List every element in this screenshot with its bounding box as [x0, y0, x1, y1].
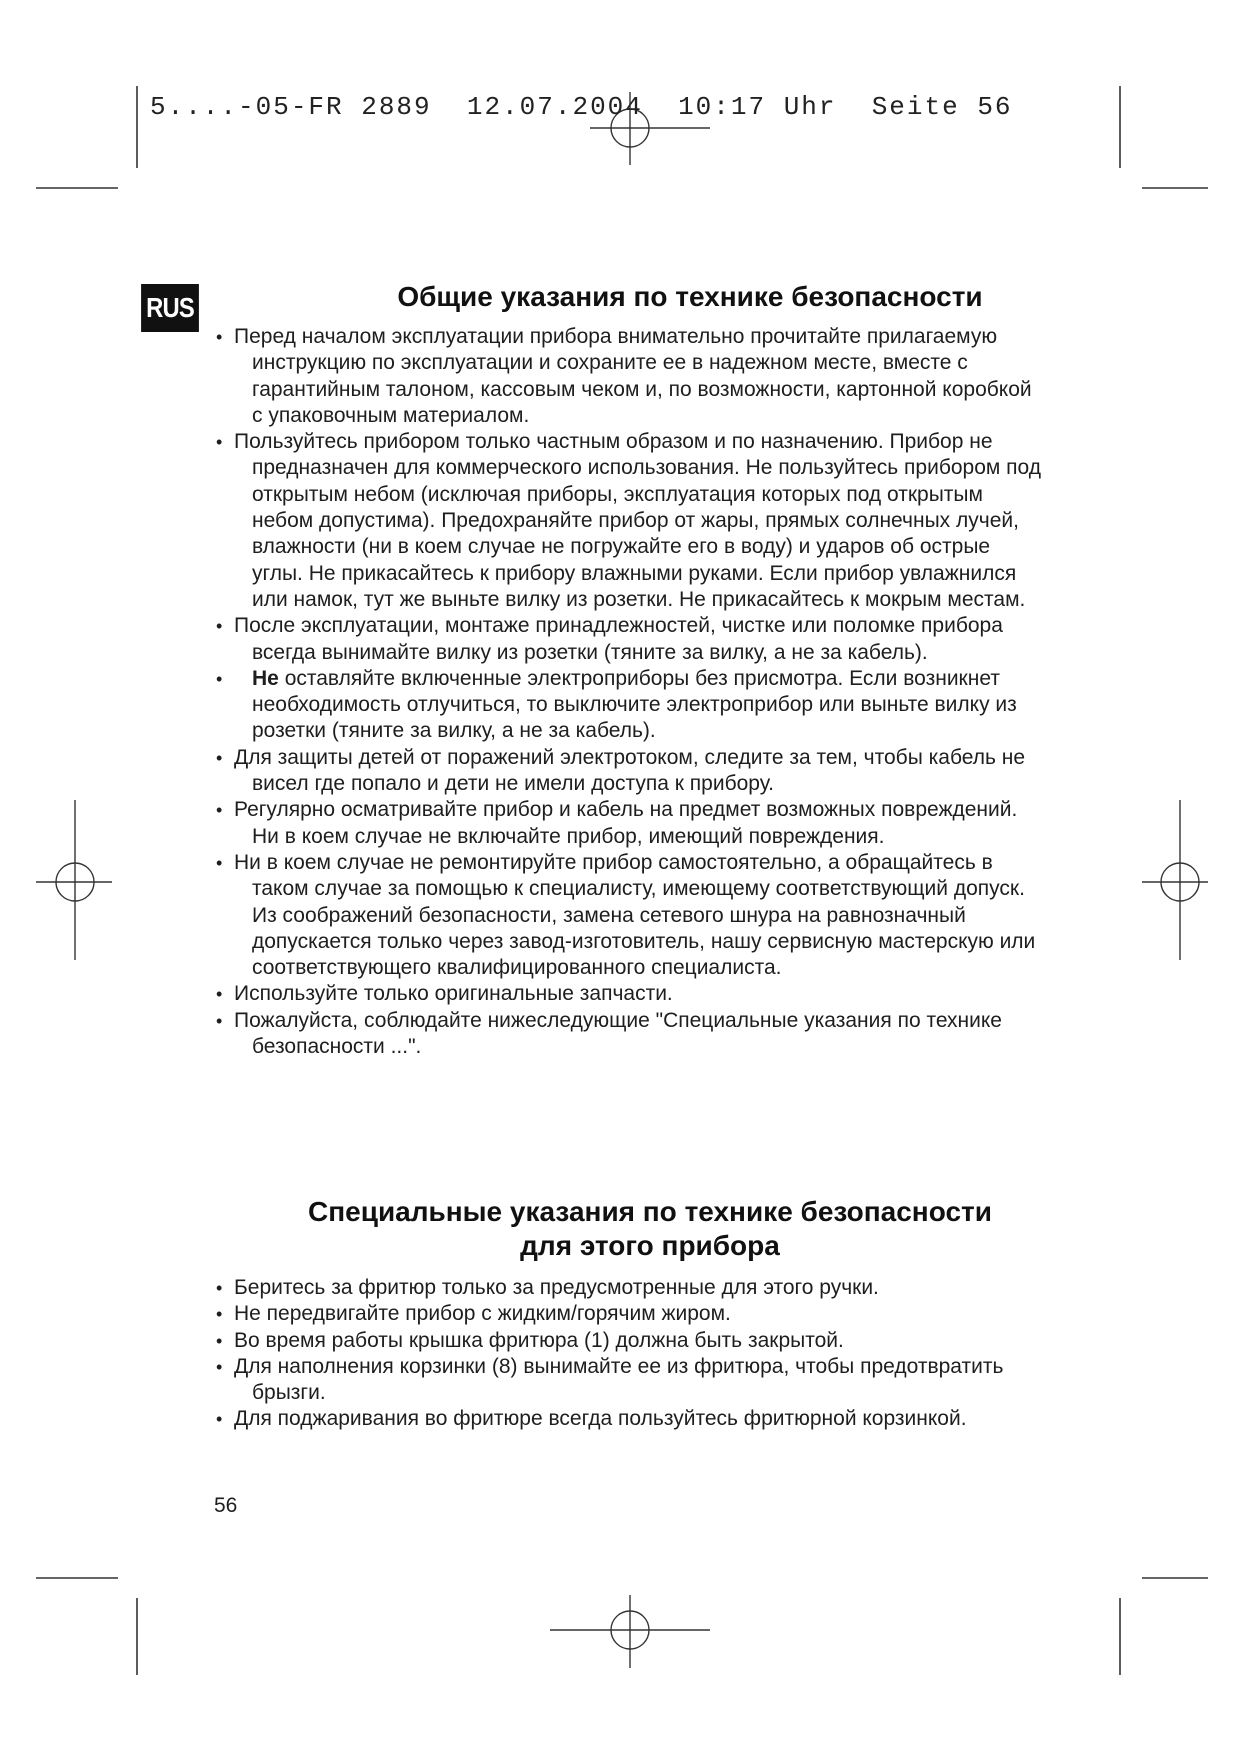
list-item: • Для защиты детей от поражений электротоком, следите за тем, чтобы кабель не висел где попало и дети не имели доступа к прибору. [216, 745, 1046, 798]
list-item: • Регулярно осматривайте прибор и кабель на предмет возможных повреждений. Ни в коем случае не включайте прибор, имеющий повреждения. [216, 797, 1046, 850]
list-item: • Для наполнения корзинки (8) вынимайте ее из фритюра, чтобы предотвратить брызги. [216, 1354, 1046, 1407]
language-badge: RUS [141, 284, 199, 332]
special-safety-list [216, 1275, 1046, 1433]
list-item: • Пользуйтесь прибором только частным образом и по назначению. Прибор не предназначен для коммерческого использования. Не пользуйтесь прибором под открытым небом (исключая приборы, эксплуатация которых под открытым небом допустима). Предохраняйте прибор от жары, прямых солнечных лучей, влажности (ни в коем случае не погружайте его в воду) и ударов об острые углы. Не прикасайтесь к прибору влажными руками. Если прибор увлажнился или намок, тут же выньте вилку из розетки. Не прикасайтесь к мокрым местам. [216, 429, 1046, 613]
list-item: • Ни в коем случае не ремонтируйте прибор самостоятельно, а обращайтесь в таком случае за помощью к специалисту, имеющему соответствующий допуск. Из соображений безопасности, замена сетевого шнура на равнозначный допускается только через завод-изготовитель, нашу сервисную мастерскую или соответствующего квалифицированного специалиста. [216, 850, 1046, 981]
list-item: • Перед началом эксплуатации прибора внимательно прочитайте прилагаемую инструкцию по эксплуатации и сохраните ее в надежном месте, вместе с гарантийным талоном, кассовым чеком и, по возможности, картонной коробкой с упаковочным материалом. [216, 324, 1046, 429]
special-safety-title-line1: Специальные указания по технике безопасности [308, 1196, 992, 1227]
list-item: • Используйте только оригинальные запчасти. [216, 981, 1046, 1007]
list-item: • После эксплуатации, монтаже принадлежностей, чистке или поломке прибора всегда вынимайте вилку из розетки (тяните за вилку, а не за кабель). [216, 613, 1046, 666]
general-safety-list [216, 324, 1046, 1060]
list-item: • Беритесь за фритюр только за предусмотренные для этого ручки. [216, 1275, 1046, 1301]
registration-mark-right [1142, 800, 1208, 960]
item-text: оставляйте включенные электроприборы без присмотра. Если возникнет необходимость отлучиться, то выключите электроприбор или выньте вилку из розетки (тяните за вилку, а не за кабель). [252, 666, 1017, 743]
print-header: 5....-05-FR 2889 12.07.2004 10:17 Uhr Seite 56 [150, 92, 1013, 122]
list-item: • Не передвигайте прибор с жидким/горячим жиром. [216, 1301, 1046, 1327]
list-item: • Во время работы крышка фритюра (1) должна быть закрытой. [216, 1328, 1046, 1354]
list-item: • Для поджаривания во фритюре всегда пользуйтесь фритюрной корзинкой. [216, 1406, 1046, 1432]
list-item: • Пожалуйста, соблюдайте нижеследующие "Специальные указания по технике безопасности ...". [216, 1008, 1046, 1061]
special-safety-title-line2: для этого прибора [520, 1230, 780, 1261]
list-item-unattended [216, 666, 1046, 745]
page-number: 56 [214, 1494, 238, 1517]
special-safety-title [200, 1195, 1100, 1263]
registration-mark-left [36, 800, 112, 960]
general-safety-title: Общие указания по технике безопасности [397, 281, 983, 312]
bold-word: Не [252, 666, 279, 690]
registration-mark-bottom [550, 1595, 710, 1668]
